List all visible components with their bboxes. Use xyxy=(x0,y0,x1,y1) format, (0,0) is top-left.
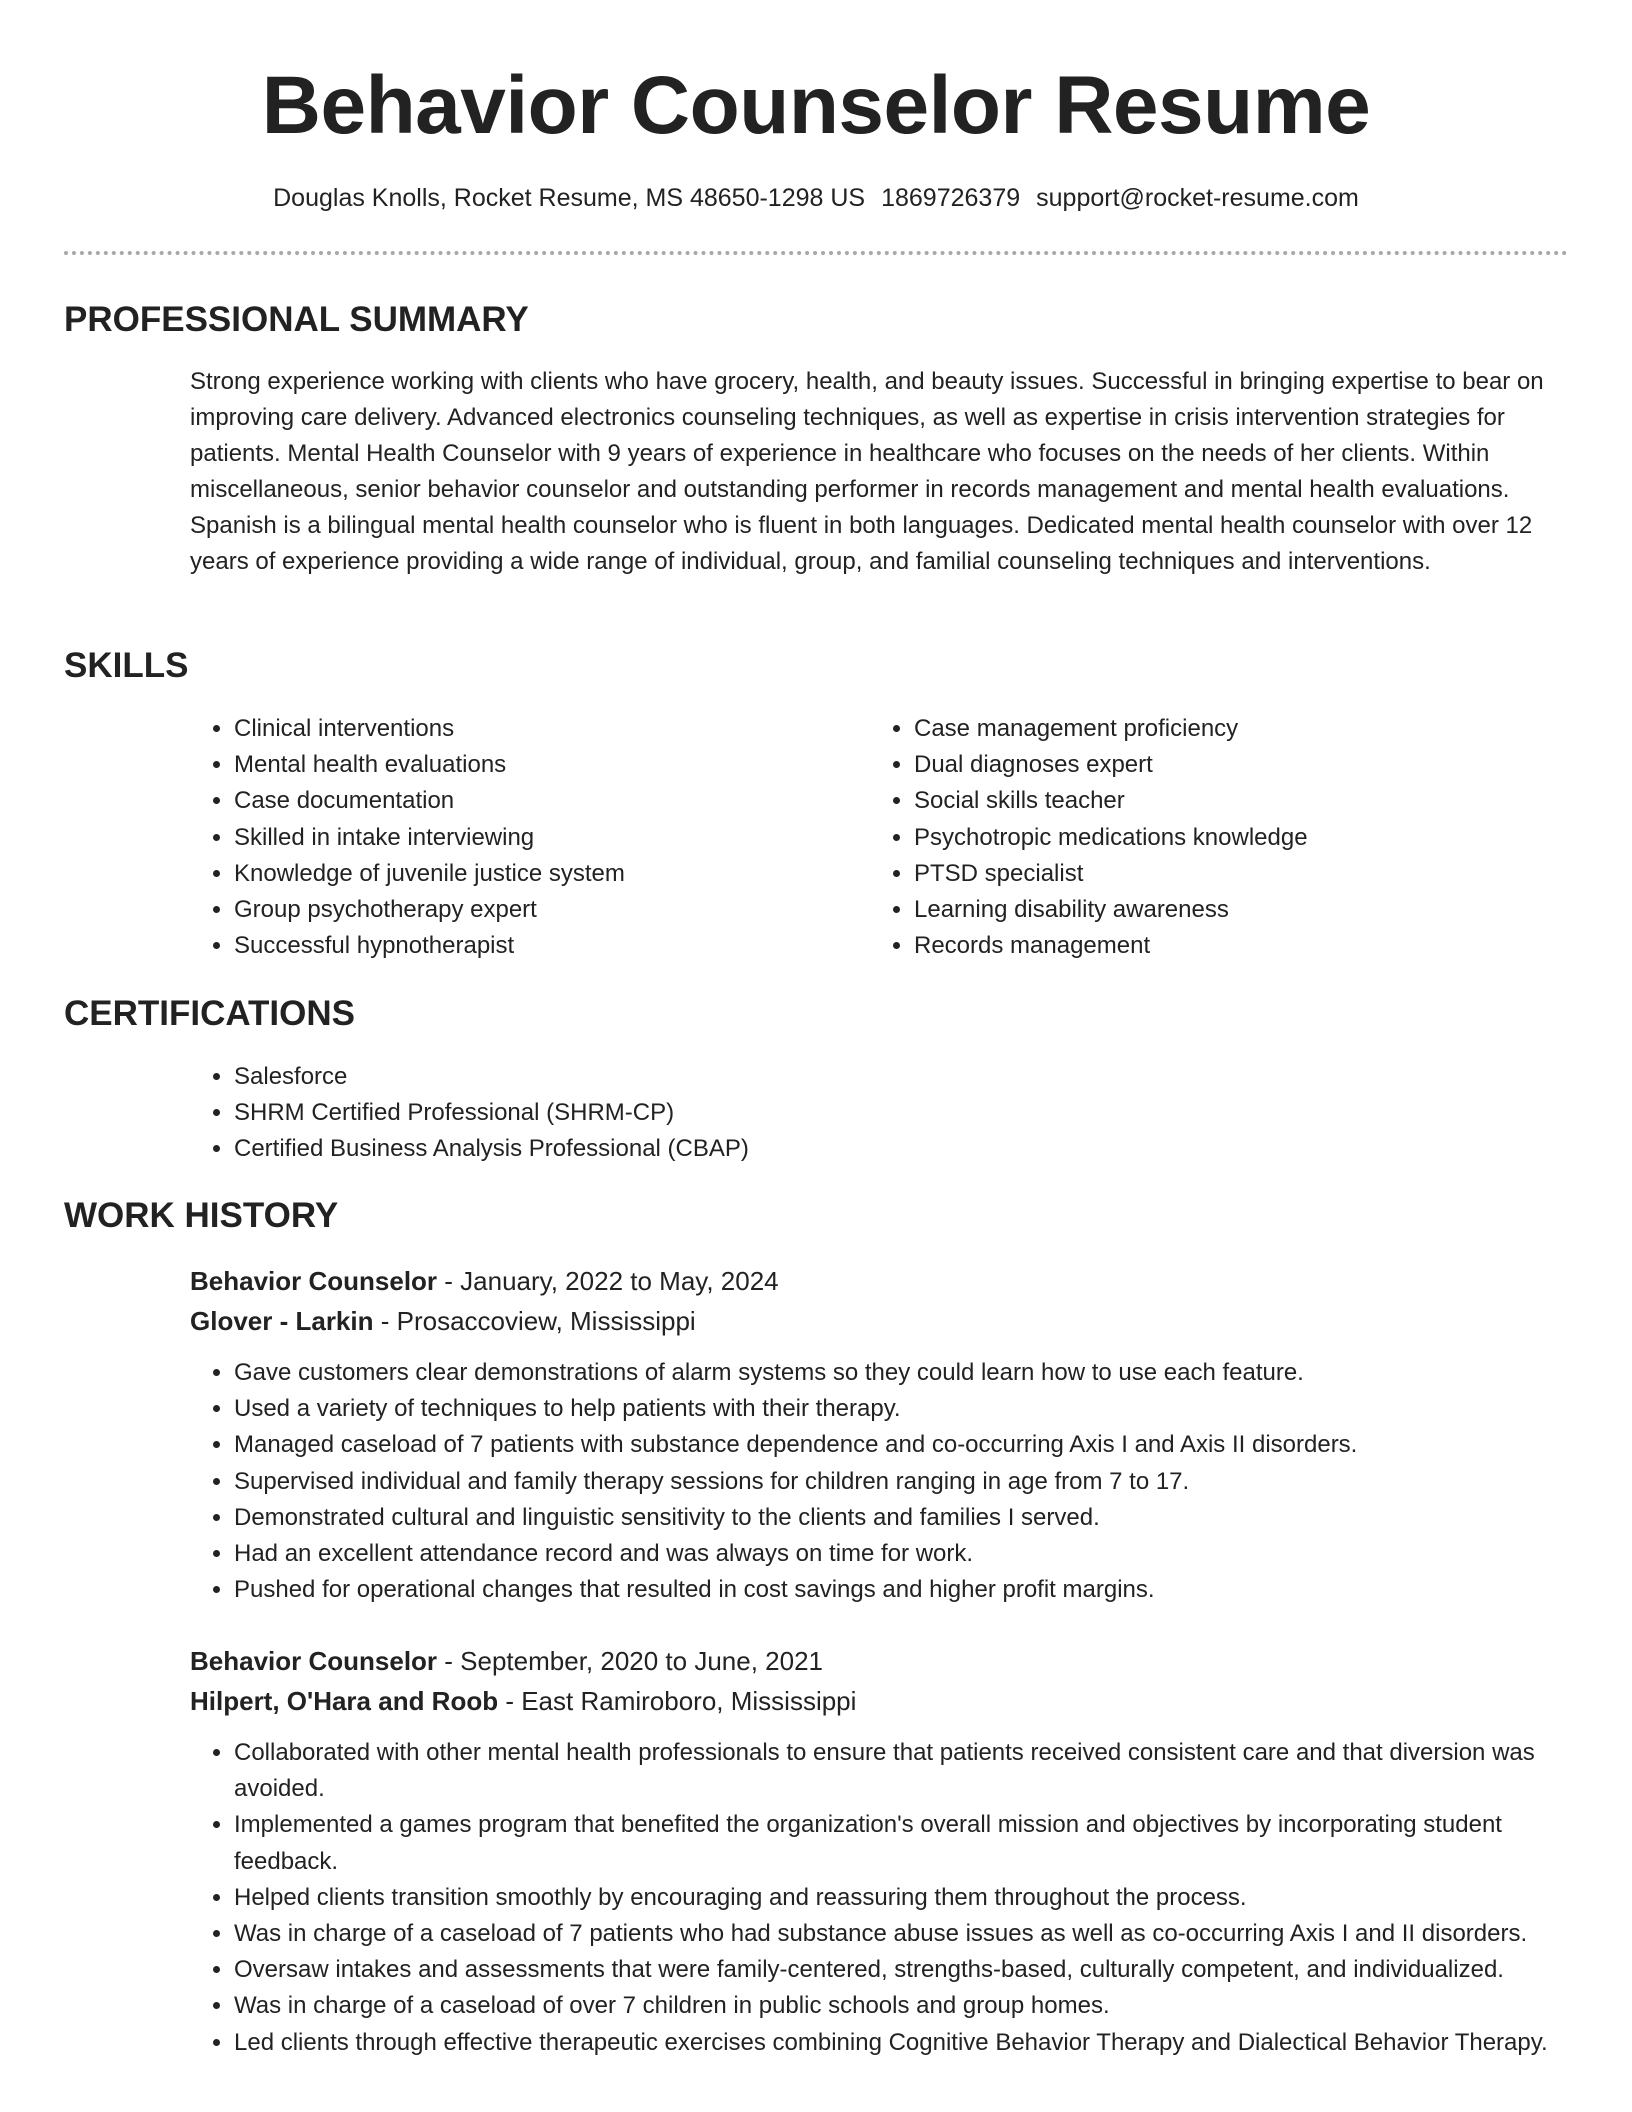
job-title: Behavior Counselor xyxy=(190,1266,438,1296)
summary-heading: PROFESSIONAL SUMMARY xyxy=(64,300,529,339)
contact-phone: 1869726379 xyxy=(881,184,1021,212)
list-item: • Used a variety of techniques to help patients with their therapy. xyxy=(234,1391,1604,1427)
certifications-list xyxy=(190,1059,1534,1168)
job-company-line xyxy=(190,1681,856,1721)
list-item: • Salesforce xyxy=(234,1059,1534,1095)
job-company-line xyxy=(190,1301,696,1341)
list-item: • Skilled in intake interviewing xyxy=(234,820,854,856)
list-item: • Records management xyxy=(914,928,1594,964)
list-item: • Supervised individual and family therapy sessions for children ranging in age from 7 to 17. xyxy=(234,1464,1604,1500)
list-item: • Social skills teacher xyxy=(914,783,1594,819)
list-item: • Case documentation xyxy=(234,783,854,819)
list-item: • Clinical interventions xyxy=(234,711,854,747)
work-history-heading: WORK HISTORY xyxy=(64,1196,339,1235)
list-item: • Managed caseload of 7 patients with substance dependence and co-occurring Axis I and Axis II disorders. xyxy=(234,1427,1604,1463)
list-item: • SHRM Certified Professional (SHRM-CP) xyxy=(234,1095,1534,1131)
job-dates: - January, 2022 to May, 2024 xyxy=(437,1266,779,1296)
list-item: • Demonstrated cultural and linguistic sensitivity to the clients and families I served. xyxy=(234,1500,1604,1536)
list-item: • Certified Business Analysis Professional (CBAP) xyxy=(234,1131,1534,1167)
list-item: • Collaborated with other mental health professionals to ensure that patients received consistent care and that diversion was avoided. xyxy=(234,1735,1604,1807)
job-duties-list xyxy=(190,1355,1604,1608)
job-location: - East Ramiroboro, Mississippi xyxy=(498,1686,857,1716)
list-item: • PTSD specialist xyxy=(914,856,1594,892)
job-title-line xyxy=(190,1261,779,1301)
list-item: • Helped clients transition smoothly by encouraging and reassuring them throughout the process. xyxy=(234,1880,1604,1916)
summary-text: Strong experience working with clients who have grocery, health, and beauty issues. Successful in bringing expertise to bear on improving care delivery. Advanced electronics counseling techniques, as well as expertise in crisis intervention strategies for patients. Mental Health Counselor with 9 years of experience in healthcare who focuses on the needs of her clients. Within miscellaneous, senior behavior counselor and outstanding performer in records management and mental health evaluations. Spanish is a bilingual mental health counselor who is fluent in both languages. Dedicated mental health counselor with over 12 years of experience providing a wide range of individual, group, and familial counseling techniques and interventions. xyxy=(190,368,1544,575)
job-title: Behavior Counselor xyxy=(190,1646,438,1676)
list-item: • Learning disability awareness xyxy=(914,892,1594,928)
job-company: Hilpert, O'Hara and Roob xyxy=(190,1686,499,1716)
list-item: • Was in charge of a caseload of 7 patients who had substance abuse issues as well as co-occurring Axis I and II disorders. xyxy=(234,1916,1604,1952)
job-dates: - September, 2020 to June, 2021 xyxy=(437,1646,823,1676)
skills-heading: SKILLS xyxy=(64,646,189,685)
list-item: • Gave customers clear demonstrations of alarm systems so they could learn how to use each feature. xyxy=(234,1355,1604,1391)
list-item: • Knowledge of juvenile justice system xyxy=(234,856,854,892)
job-title-line xyxy=(190,1641,823,1681)
resume-title: Behavior Counselor Resume xyxy=(261,60,1371,151)
job-location: - Prosaccoview, Mississippi xyxy=(373,1306,696,1336)
contact-line xyxy=(0,180,1632,216)
header-divider xyxy=(64,251,1568,255)
list-item: • Had an excellent attendance record and was always on time for work. xyxy=(234,1536,1604,1572)
list-item: • Dual diagnoses expert xyxy=(914,747,1594,783)
list-item: • Successful hypnotherapist xyxy=(234,928,854,964)
job-duties-list xyxy=(190,1735,1604,2061)
skills-list-right xyxy=(870,711,1594,964)
list-item: • Psychotropic medications knowledge xyxy=(914,820,1594,856)
contact-email: support@rocket-resume.com xyxy=(1036,184,1359,212)
list-item: • Was in charge of a caseload of over 7 children in public schools and group homes. xyxy=(234,1988,1604,2024)
list-item: • Led clients through effective therapeutic exercises combining Cognitive Behavior Therapy and Dialectical Behavior Therapy. xyxy=(234,2025,1604,2061)
list-item: • Mental health evaluations xyxy=(234,747,854,783)
list-item: • Implemented a games program that benefited the organization's overall mission and objectives by incorporating student feedback. xyxy=(234,1807,1604,1879)
list-item: • Case management proficiency xyxy=(914,711,1594,747)
list-item: • Group psychotherapy expert xyxy=(234,892,854,928)
contact-address: Douglas Knolls, Rocket Resume, MS 48650-1298 US xyxy=(273,184,866,212)
list-item: • Oversaw intakes and assessments that were family-centered, strengths-based, culturally competent, and individualized. xyxy=(234,1952,1604,1988)
certifications-heading: CERTIFICATIONS xyxy=(64,994,356,1033)
skills-list-left xyxy=(190,711,854,964)
list-item: • Pushed for operational changes that resulted in cost savings and higher profit margins. xyxy=(234,1572,1604,1608)
job-company: Glover - Larkin xyxy=(190,1306,374,1336)
